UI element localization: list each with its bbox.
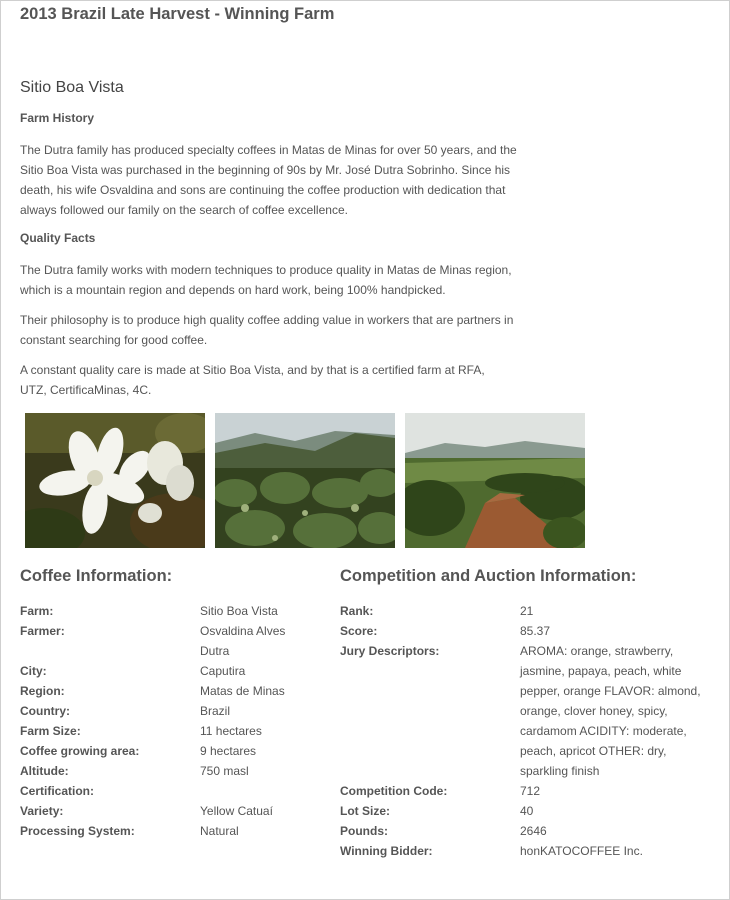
info-label: Coffee growing area: xyxy=(20,744,140,758)
info-row xyxy=(20,661,320,681)
info-row xyxy=(340,841,720,861)
info-row xyxy=(340,601,720,621)
info-row xyxy=(340,821,720,841)
quality-paragraph-1: The Dutra family works with modern techniques to produce quality in Matas de Minas region, which is a mountain region and depends on hard work, being 100% handpicked. xyxy=(20,263,512,297)
info-label: Region: xyxy=(20,684,65,698)
info-label: Farm Size: xyxy=(20,724,81,738)
info-row xyxy=(20,801,320,821)
competition-info-heading: Competition and Auction Information: xyxy=(340,567,637,585)
info-row xyxy=(340,641,720,781)
info-value: Natural xyxy=(200,824,239,838)
info-value: honKATOCOFFEE Inc. xyxy=(520,844,643,858)
info-value: 21 xyxy=(520,604,534,618)
page-title: 2013 Brazil Late Harvest - Winning Farm xyxy=(20,5,335,23)
quality-facts-section xyxy=(20,230,565,400)
info-value xyxy=(200,781,310,801)
info-label: Certification: xyxy=(20,784,95,798)
info-row xyxy=(20,821,320,841)
info-row xyxy=(20,721,320,741)
info-label: Altitude: xyxy=(20,764,69,778)
info-row xyxy=(340,801,720,821)
farm-history-text: The Dutra family has produced specialty coffees in Matas de Minas for over 50 years, and the Sitio Boa Vista was purchased in the beginning of 90s by Mr. José Dutra Sobrinho. Since his death, his wife Osvaldina and sons are continuing the coffee production with dedication that always followed our family on the search of coffee excellence. xyxy=(20,143,517,217)
info-value: 40 xyxy=(520,804,534,818)
info-value: 750 masl xyxy=(200,764,249,778)
info-value: Yellow Catuaí xyxy=(200,804,273,818)
info-label: Competition Code: xyxy=(340,784,448,798)
info-value: 11 hectares xyxy=(200,724,262,738)
info-value: 2646 xyxy=(520,824,547,838)
info-row xyxy=(340,621,720,641)
quality-facts-heading: Quality Facts xyxy=(20,231,96,245)
article xyxy=(20,0,710,858)
info-row xyxy=(340,781,720,801)
info-value: 85.37 xyxy=(520,624,551,638)
coffee-info-table xyxy=(20,601,320,841)
info-label: Rank: xyxy=(340,604,374,618)
info-value: Sitio Boa Vista xyxy=(200,604,278,618)
coffee-info-heading: Coffee Information: xyxy=(20,567,173,585)
info-value: Caputira xyxy=(200,664,246,678)
info-value: AROMA: orange, strawberry, jasmine, papaya, peach, white pepper, orange FLAVOR: almond, orange, clover honey, spicy, cardamom ACIDITY: moderate, peach, apricot OTHER: dry, sparkling finish xyxy=(520,644,701,778)
competition-info-table xyxy=(340,601,720,861)
info-row xyxy=(20,761,320,781)
info-value: 712 xyxy=(520,784,541,798)
quality-paragraph-2: Their philosophy is to produce high quality coffee adding value in workers that are partners in constant searching for good coffee. xyxy=(20,313,514,347)
info-row xyxy=(20,781,320,801)
info-label: Farm: xyxy=(20,604,54,618)
farm-history-heading: Farm History xyxy=(20,111,95,125)
farm-road-photo xyxy=(405,413,585,548)
info-label: Jury Descriptors: xyxy=(340,644,440,658)
quality-paragraph-3: A constant quality care is made at Sitio Boa Vista, and by that is a certified farm at RFA, UTZ, CertificaMinas, 4C. xyxy=(20,363,485,397)
info-label: Score: xyxy=(340,624,378,638)
farm-history-section xyxy=(20,110,565,220)
info-row xyxy=(20,621,320,661)
info-label: Lot Size: xyxy=(340,804,390,818)
info-label: Processing System: xyxy=(20,824,135,838)
info-label: Variety: xyxy=(20,804,64,818)
info-value: Matas de Minas xyxy=(200,684,285,698)
farm-name-heading: Sitio Boa Vista xyxy=(20,79,124,96)
info-row xyxy=(20,741,320,761)
info-value: Brazil xyxy=(200,704,231,718)
coffee-flower-photo xyxy=(25,413,205,548)
info-value: 9 hectares xyxy=(200,744,257,758)
info-row xyxy=(20,701,320,721)
info-label: Country: xyxy=(20,704,70,718)
info-row xyxy=(20,601,320,621)
info-row xyxy=(20,681,320,701)
info-label: City: xyxy=(20,664,47,678)
photo-gallery xyxy=(25,413,595,548)
info-value: Osvaldina Alves Dutra xyxy=(200,624,286,658)
info-label: Winning Bidder: xyxy=(340,844,433,858)
info-label: Pounds: xyxy=(340,824,388,838)
info-label: Farmer: xyxy=(20,624,65,638)
mountain-plantation-photo xyxy=(215,413,395,548)
